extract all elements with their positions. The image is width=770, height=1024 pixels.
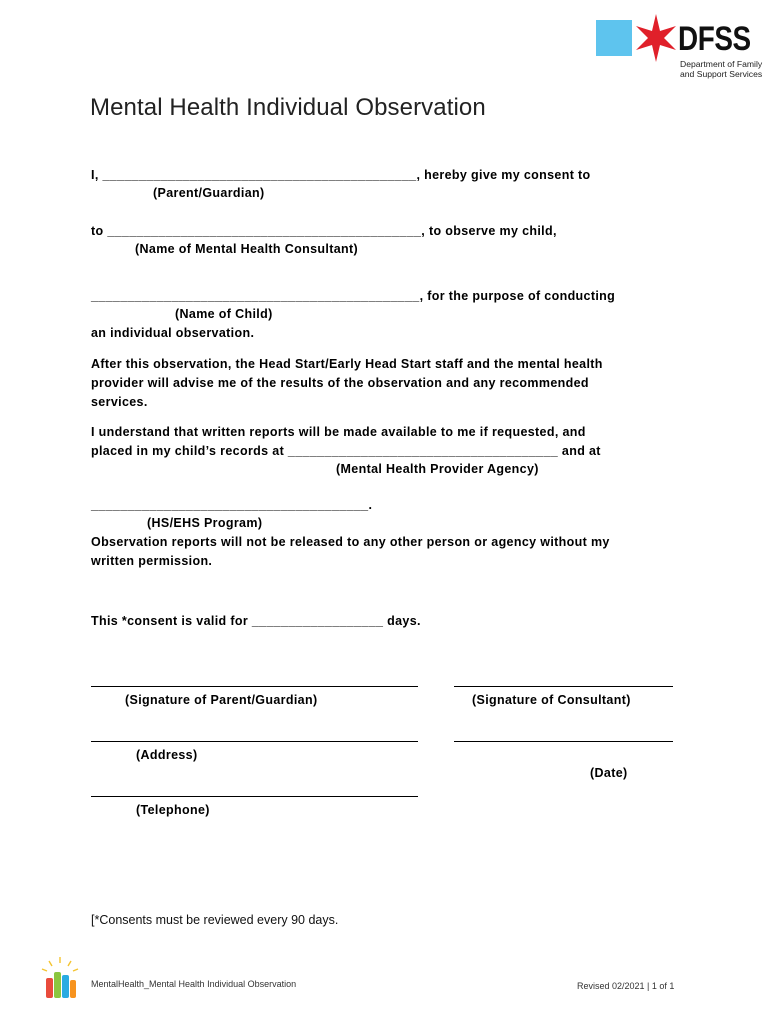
date-label: (Date) xyxy=(590,766,628,780)
paragraph-results-line2: provider will advise me of the results of the observation and any recommended xyxy=(91,376,589,390)
paragraph-reports-line1: I understand that written reports will be made available to me if requested, and xyxy=(91,425,586,439)
consultant-signature-line xyxy=(454,686,673,687)
logo-blue-square xyxy=(596,20,632,56)
parent-signature-label: (Signature of Parent/Guardian) xyxy=(125,693,318,707)
child-name-line: _____________________________________________, for the purpose of conducting xyxy=(91,289,616,303)
logo-subtitle-line1: Department of Family xyxy=(680,59,763,69)
paragraph-release-line2: written permission. xyxy=(91,554,213,568)
child-name-caption: (Name of Child) xyxy=(175,307,273,321)
footer-document-name: MentalHealth_Mental Health Individual Observation xyxy=(91,979,297,989)
parent-guardian-caption: (Parent/Guardian) xyxy=(153,186,265,200)
paragraph-reports-line2: placed in my child’s records at _____________________________________ and at xyxy=(91,444,601,458)
address-label: (Address) xyxy=(136,748,198,762)
telephone-label: (Telephone) xyxy=(136,803,210,817)
provider-agency-caption: (Mental Health Provider Agency) xyxy=(336,462,539,476)
page-title: Mental Health Individual Observation xyxy=(90,94,486,121)
program-blank-line: ______________________________________. xyxy=(91,498,373,512)
parent-consent-line: I, ___________________________________________, hereby give my consent to xyxy=(91,168,591,182)
parent-signature-line xyxy=(91,686,418,687)
observation-purpose-text: an individual observation. xyxy=(91,326,255,340)
review-note: [*Consents must be reviewed every 90 days. xyxy=(91,913,339,927)
paragraph-results-line3: services. xyxy=(91,395,148,409)
footer-revision: Revised 02/2021 | 1 of 1 xyxy=(577,981,675,991)
paragraph-release-line1: Observation reports will not be released to any other person or agency without my xyxy=(91,535,610,549)
address-line xyxy=(91,741,418,742)
logo-text: DFSS xyxy=(678,20,751,58)
logo-star-icon xyxy=(636,14,676,62)
hands-logo-icon xyxy=(40,956,80,1002)
telephone-line xyxy=(91,796,418,797)
program-caption: (HS/EHS Program) xyxy=(147,516,263,530)
consultant-line: to ___________________________________________, to observe my child, xyxy=(91,224,557,238)
logo-subtitle-line2: and Support Services xyxy=(680,69,763,79)
paragraph-results-line1: After this observation, the Head Start/Early Head Start staff and the mental health xyxy=(91,357,603,371)
consultant-caption: (Name of Mental Health Consultant) xyxy=(135,242,359,256)
date-line xyxy=(454,741,673,742)
consent-validity-line: This *consent is valid for __________________ days. xyxy=(91,614,421,628)
consultant-signature-label: (Signature of Consultant) xyxy=(472,693,631,707)
